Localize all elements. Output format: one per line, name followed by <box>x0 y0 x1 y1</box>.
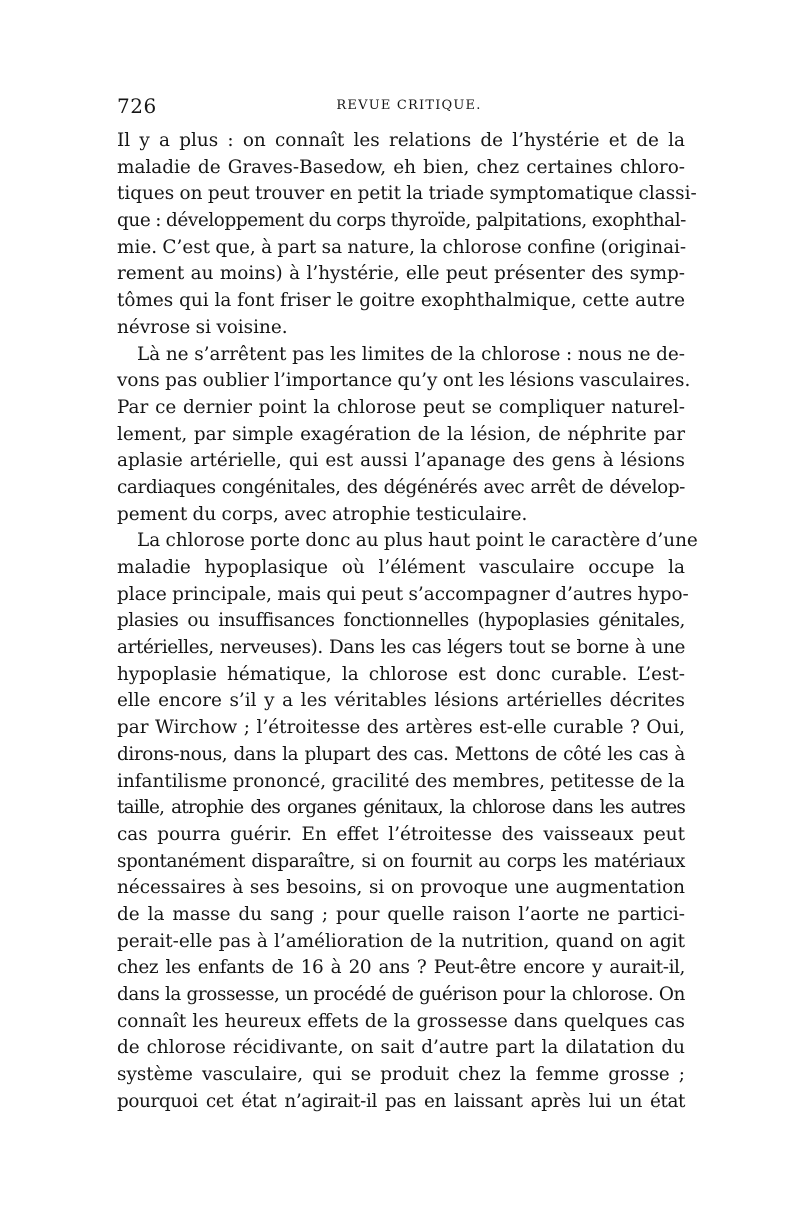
text-line: tiques on peut trouver en petit la triade symptomatique classi- <box>117 183 697 205</box>
text-line: Par ce dernier point la chlorose peut se compliquer naturel- <box>117 396 685 418</box>
text-line: maladie hypoplasique où l’élément vasculaire occupe la <box>117 557 685 578</box>
text-line: pement du corps, avec atrophie testiculaire. <box>117 503 528 525</box>
text-line: aplasie artérielle, qui est aussi l’apanage des gens à lésions <box>117 450 685 472</box>
text-line: de chlorose récidivante, on sait d’autre part la dilatation du <box>117 1037 685 1059</box>
running-title: REVUE CRITIQUE. <box>336 98 482 113</box>
text-line: connaît les heureux effets de la grossesse dans quelques cas <box>117 1010 685 1032</box>
text-line: perait-elle pas à l’amélioration de la nutrition, quand on agit <box>117 930 685 952</box>
text-line: dans la grossesse, un procédé de guérison pour la chlorose. On <box>117 984 685 1005</box>
text-line: cas pourra guérir. En effet l’étroitesse des vaisseaux peut <box>117 823 685 845</box>
body-text <box>117 128 698 1115</box>
text-line: maladie de Graves-Basedow, eh bien, chez certaines chloro- <box>117 156 685 178</box>
text-line: La chlorose porte donc au plus haut point le caractère d’une <box>137 530 698 552</box>
text-line: par Wirchow ; l’étroitesse des artères est-elle curable ? Oui, <box>117 717 685 739</box>
text-line: Là ne s’arrêtent pas les limites de la chlorose : nous ne de- <box>137 343 685 365</box>
text-line: que : développement du corps thyroïde, palpitations, exophthal- <box>117 210 686 232</box>
text-line: artérielles, nerveuses). Dans les cas légers tout se borne à une <box>117 637 685 659</box>
text-line: pourquoi cet état n’agirait-il pas en laissant après lui un état <box>117 1090 685 1112</box>
page-header <box>117 94 685 120</box>
text-line: place principale, mais qui peut s’accompagner d’autres hypo- <box>117 583 689 605</box>
text-line: hypoplasie hématique, la chlorose est donc curable. L’est- <box>117 663 685 685</box>
text-line: lement, par simple exagération de la lésion, de néphrite par <box>117 423 685 445</box>
text-line: névrose si voisine. <box>117 316 288 338</box>
text-line: de la masse du sang ; pour quelle raison l’aorte ne partici- <box>117 903 685 925</box>
text-line: chez les enfants de 16 à 20 ans ? Peut-être encore y aurait-il, <box>117 957 685 979</box>
text-line: infantilisme prononcé, gracilité des membres, petitesse de la <box>117 770 685 792</box>
text-line: elle encore s’il y a les véritables lésions artérielles décrites <box>117 690 685 712</box>
text-line: taille, atrophie des organes génitaux, la chlorose dans les autres <box>117 797 685 819</box>
text-line: système vasculaire, qui se produit chez la femme grosse ; <box>117 1064 685 1086</box>
text-line: rement au moins) à l’hystérie, elle peut présenter des symp- <box>117 263 685 285</box>
text-line: tômes qui la font friser le goitre exophthalmique, cette autre <box>117 290 685 312</box>
page-number: 726 <box>117 94 157 118</box>
text-line: vons pas oublier l’importance qu’y ont les lésions vasculaires. <box>117 370 691 392</box>
text-line: mie. C’est que, à part sa nature, la chlorose confine (originai- <box>117 236 687 258</box>
text-line: dirons-nous, dans la plupart des cas. Mettons de côté les cas à <box>117 743 685 765</box>
text-line: plasies ou insuffisances fonctionnelles (hypoplasies génitales, <box>117 610 685 632</box>
text-line: Il y a plus : on connaît les relations de l’hystérie et de la <box>117 130 685 151</box>
text-line: nécessaires à ses besoins, si on provoque une augmentation <box>117 877 685 899</box>
text-line: cardiaques congénitales, des dégénérés avec arrêt de dévelop- <box>117 476 685 498</box>
text-line: spontanément disparaître, si on fournit au corps les matériaux <box>117 850 685 872</box>
